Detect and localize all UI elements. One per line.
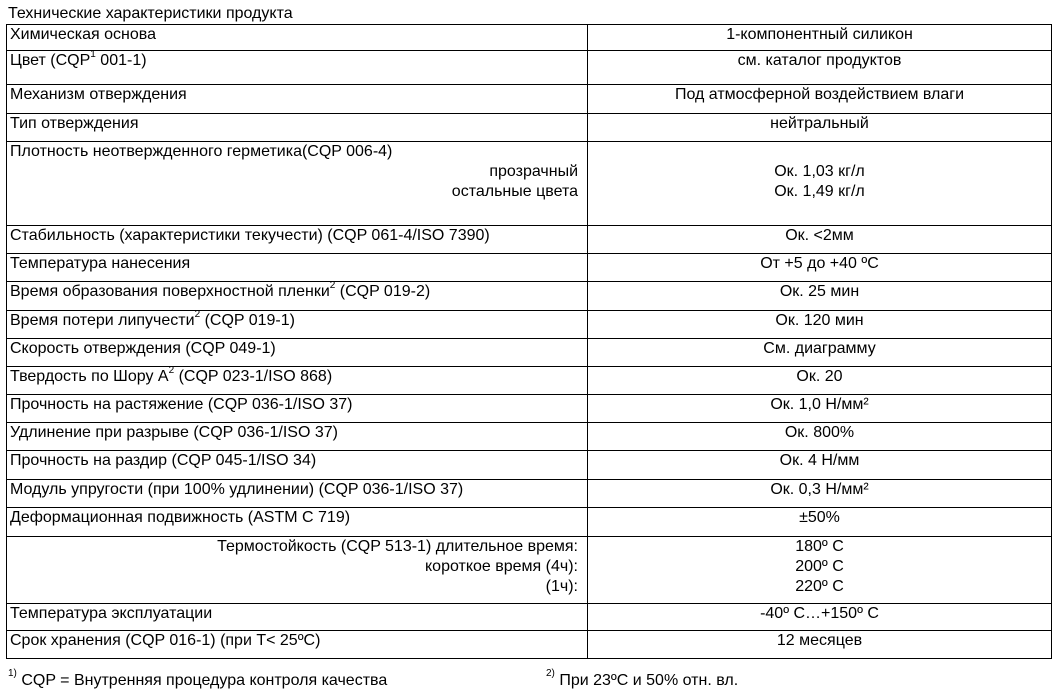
row-label: Химическая основа (7, 25, 588, 51)
footnote-ref: 2 (194, 308, 201, 320)
row-label: Время образования поверхностной пленки$^2$ (CQP 019-2) (7, 282, 588, 311)
row-label: Время потери липучести$^2$ (CQP 019-1) (7, 311, 588, 339)
row-value: Ок. 20 (588, 367, 1052, 395)
table-row (7, 226, 1052, 254)
row-label: Деформационная подвижность (ASTM C 719) (7, 508, 588, 537)
row-value: ±50% (588, 508, 1052, 537)
row-value: Ок. 1,03 кг/л Ок. 1,49 кг/л (588, 142, 1052, 226)
row-value: Ок. 120 мин (588, 311, 1052, 339)
table-row (7, 339, 1052, 367)
row-value: -40º C…+150º C (588, 604, 1052, 631)
row-label: Модуль упругости (при 100% удлинении) (CQP 036-1/ISO 37) (7, 480, 588, 508)
row-label: Прочность на раздир (CQP 045-1/ISO 34) (7, 451, 588, 480)
table-row (7, 631, 1052, 659)
table-row (7, 85, 1052, 114)
table-row (7, 311, 1052, 339)
footnote-2: $^{2)}$ При 23ºC и 50% отн. вл. (546, 667, 739, 689)
table-row (7, 367, 1052, 395)
table-row (7, 51, 1052, 85)
row-value: Ок. 4 Н/мм (588, 451, 1052, 480)
row-label: Прочность на растяжение (CQP 036-1/ISO 37) (7, 395, 588, 423)
row-value: 12 месяцев (588, 631, 1052, 659)
row-label: Удлинение при разрыве (CQP 036-1/ISO 37) (7, 423, 588, 451)
table-row (7, 25, 1052, 51)
row-label: Температура эксплуатации (7, 604, 588, 631)
table-row (7, 114, 1052, 142)
row-label: Скорость отверждения (CQP 049-1) (7, 339, 588, 367)
row-value: Ок. <2мм (588, 226, 1052, 254)
row-label: Стабильность (характеристики текучести) (CQP 061-4/ISO 7390) (7, 226, 588, 254)
row-value: 1-компонентный силикон (588, 25, 1052, 51)
page-title: Технические характеристики продукта (8, 5, 293, 22)
row-value: 180º C 200º C 220º C (588, 537, 1052, 604)
row-value: См. диаграмму (588, 339, 1052, 367)
footnote-ref: 2 (168, 364, 175, 376)
row-value: Ок. 0,3 Н/мм² (588, 480, 1052, 508)
spec-table (6, 24, 1052, 659)
row-sublabel: остальные цвета (451, 183, 578, 200)
row-label: Твердость по Шору $A^2$ (CQP 023-1/ISO 868) (7, 367, 588, 395)
footnote-mark: 1) (8, 667, 17, 679)
table-row (7, 142, 1052, 226)
row-label: Механизм отверждения (7, 85, 588, 114)
row-value: От +5 до +40 ºC (588, 254, 1052, 282)
table-row (7, 282, 1052, 311)
row-label: Тип отверждения (7, 114, 588, 142)
footnote-1: $^{1)}$ CQP = Внутренняя процедура контроля качества (8, 667, 388, 689)
row-value: Ок. 800% (588, 423, 1052, 451)
row-label: Термостойкость (CQP 513-1) длительное время: короткое время (4ч): (1ч): (7, 537, 588, 604)
row-label: Срок хранения (CQP 016-1) (при T< 25ºC) (7, 631, 588, 659)
footnote-mark: 2) (546, 667, 555, 679)
row-sublabel: прозрачный (489, 163, 578, 180)
row-value: Под атмосферной воздействием влаги (588, 85, 1052, 114)
row-label: Плотность неотвержденного герметика(CQP 006-4) прозрачный остальные цвета (7, 142, 588, 226)
table-row (7, 508, 1052, 537)
table-row (7, 537, 1052, 604)
table-row (7, 480, 1052, 508)
row-value: Ок. 25 мин (588, 282, 1052, 311)
row-value: см. каталог продуктов (588, 51, 1052, 85)
row-label: Температура нанесения (7, 254, 588, 282)
footnote-ref: 1 (90, 48, 96, 60)
footnote-ref: 2 (329, 279, 336, 291)
row-value: нейтральный (588, 114, 1052, 142)
table-row (7, 423, 1052, 451)
row-label: Цвет (CQP$^1$ 001-1) (7, 51, 588, 85)
table-row (7, 451, 1052, 480)
table-row (7, 254, 1052, 282)
table-row (7, 604, 1052, 631)
row-value: Ок. 1,0 Н/мм² (588, 395, 1052, 423)
table-row (7, 395, 1052, 423)
